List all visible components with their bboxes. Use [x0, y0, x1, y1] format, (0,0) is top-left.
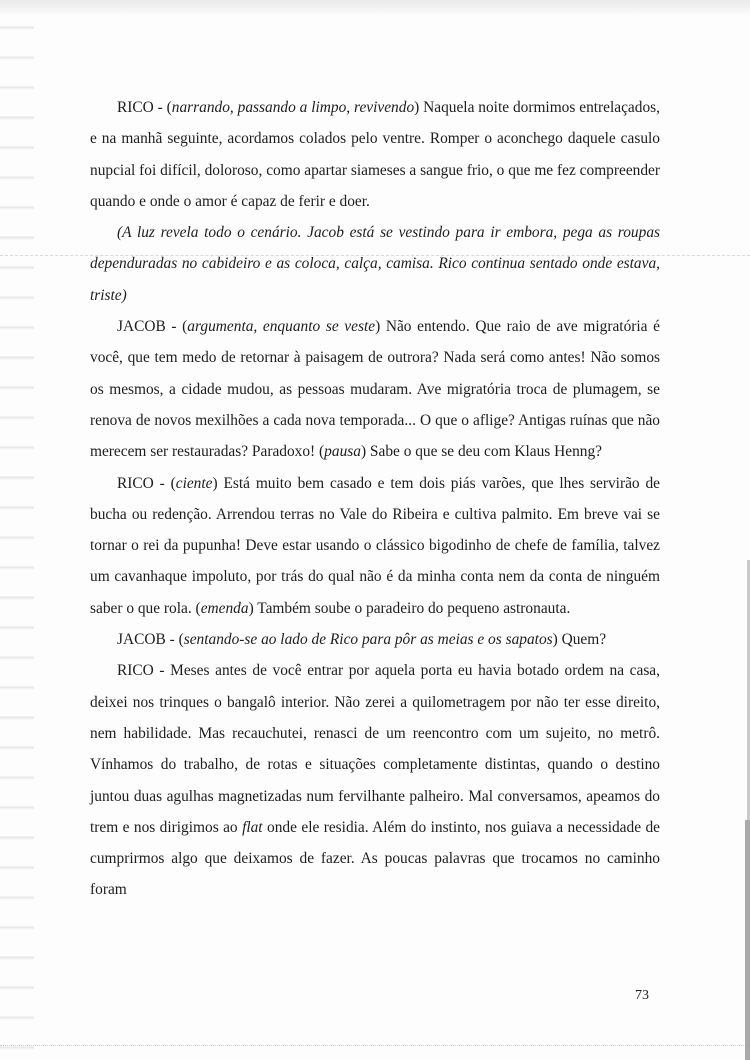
- dialogue-text: ) Sabe o que se deu com Klaus Henng?: [360, 443, 603, 461]
- scan-edge-right-dark: [745, 820, 750, 1060]
- dialogue-text: ) Também soube o paradeiro do pequeno astronauta.: [248, 599, 571, 617]
- dialogue-text: ) Não entendo. Que raio de ave migratória é você, que tem medo de retornar à paisagem de outrora? Nada será como antes! Não somos os mesmos, a cidade mudou, as pessoas mudaram. Ave migratória troca de plumagem, se renova de novos mexilhões a cada nova temporada... O que o aflige? Antigas ruínas que não merecem ser restauradas? Paradoxo! (: [90, 318, 660, 461]
- stage-note: emenda: [200, 599, 249, 617]
- stage-note: pausa: [324, 443, 361, 461]
- stage-note: argumenta, enquanto se veste: [187, 318, 376, 336]
- dialogue-text: ) Naquela noite dormimos entrelaçados, e na manhã seguinte, acordamos colados pelo ventre. Romper o aconchego daquele casulo nupcial foi difícil, doloroso, como apartar siameses a sangue frio, o que me fez compreender quando e onde o amor é capaz de ferir e doer.: [90, 99, 660, 210]
- paragraph-rico-narration: [90, 92, 660, 217]
- stage-note: narrando, passando a limpo, revivendo: [171, 99, 415, 116]
- stage-direction-text: (A luz revela todo o cenário. Jacob está se vestindo para ir embora, pega as roupas dependuradas no cabideiro e as coloca, calça, camisa. Rico continua sentado onde estava, triste): [90, 224, 660, 304]
- scan-edge-left: [0, 0, 34, 1060]
- speaker-text: RICO - (: [117, 474, 176, 492]
- paragraph-jacob-argument: [90, 311, 660, 467]
- dialogue-text: ) Quem?: [552, 631, 607, 649]
- stage-note: ciente: [175, 474, 213, 492]
- paragraph-rico-aware: [90, 468, 660, 624]
- page-number: 73: [635, 988, 649, 1003]
- body-text: [90, 92, 660, 906]
- speaker-text: JACOB - (: [117, 318, 188, 336]
- dialogue-text: ) Está muito bem casado e tem dois piás varões, que lhes servirão de bucha ou redenção. Arrendou terras no Vale do Ribeira e cultiva palmito. Em breve vai se tornar o rei da pupunha! Deve estar usando o clássico bigodinho de chefe de família, talvez um cavanhaque impoluto, por trás do qual não é da minha conta nem da conta de ninguém saber o que rola. (: [90, 474, 660, 617]
- paragraph-rico-story: [90, 655, 660, 905]
- scan-edge-top: [0, 0, 750, 14]
- stage-note: sentando-se ao lado de Rico para pôr as meias e os sapatos: [183, 631, 553, 649]
- paragraph-stage-direction: [90, 217, 660, 311]
- dialogue-text: RICO - Meses antes de você entrar por aquela porta eu havia botado ordem na casa, deixei nos trinques o bangalô interior. Não zerei a quilometragem por não ter esse direito, nem habilidade. Mas recauchutei, renasci de um reencontro com um sujeito, no metrô. Vínhamos do trabalho, de rotas e situações completamente distintas, quando o destino juntou duas agulhas magnetizadas num fervilhante palheiro. Mal conversamos, apeamos do trem e nos dirigimos ao: [90, 662, 660, 836]
- paragraph-jacob-question: [90, 624, 660, 655]
- scan-bottom-line: [0, 1045, 750, 1047]
- speaker-text: RICO - (: [117, 99, 172, 116]
- speaker-text: JACOB - (: [117, 631, 184, 649]
- dialogue-text: onde ele residia. Além do instinto, nos guiava a necessidade de cumprirmos algo que deixamos de fazer. As poucas palavras que trocamos no caminho foram: [90, 818, 660, 899]
- italic-word: flat: [242, 818, 263, 836]
